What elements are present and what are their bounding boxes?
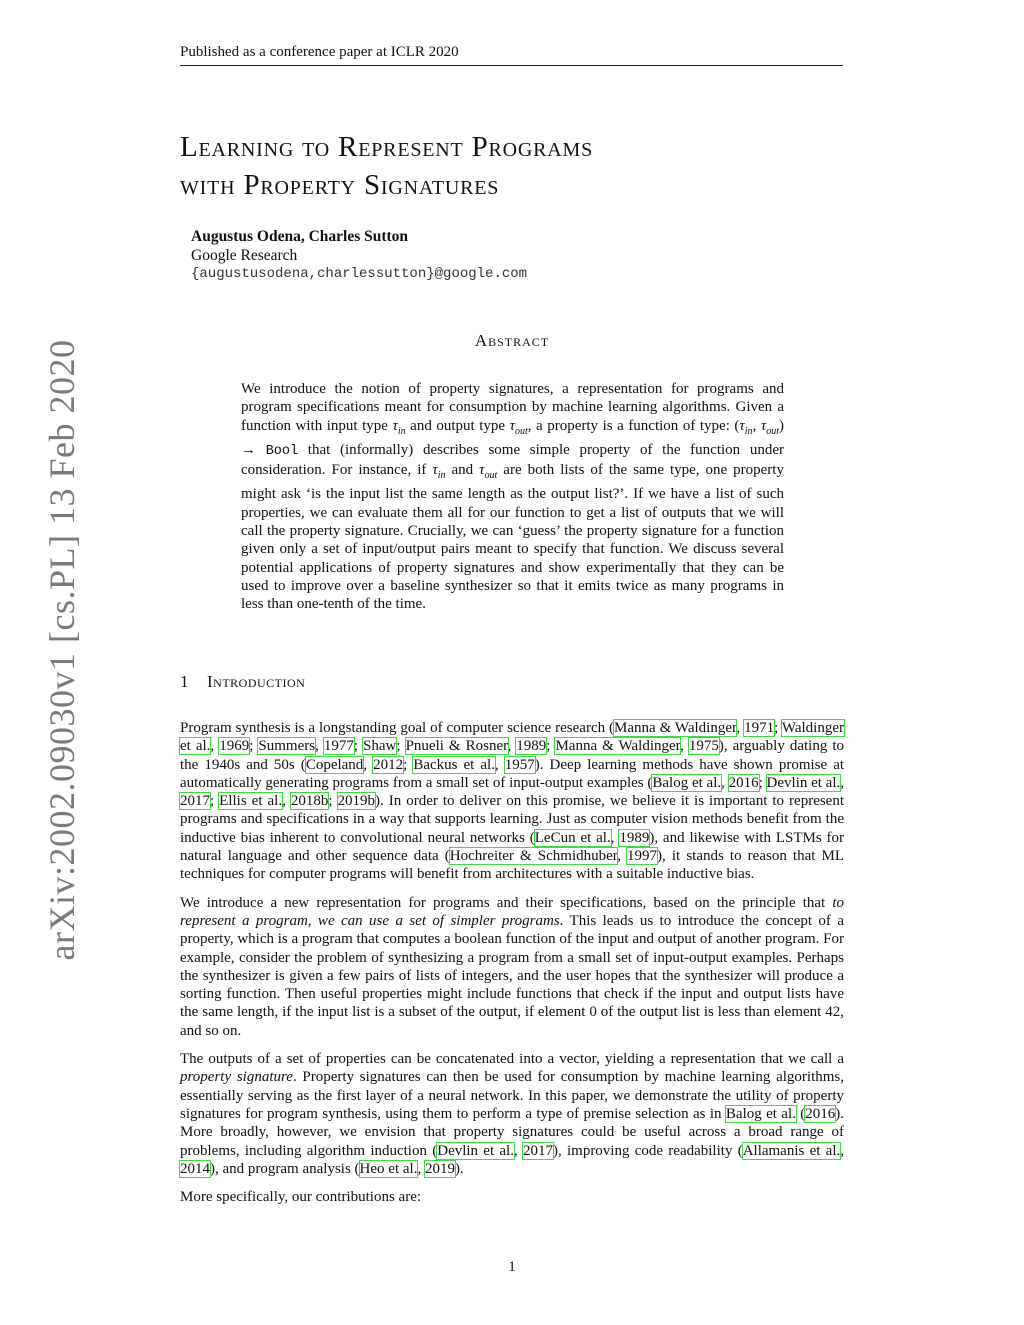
abstract-heading: Abstract xyxy=(474,331,550,350)
citation-link[interactable]: Pnueli & Rosner xyxy=(405,738,508,755)
citation-link[interactable]: Devlin et al. xyxy=(766,774,841,791)
running-header: Published as a conference paper at ICLR 2020 xyxy=(180,44,843,66)
section-number: 1 xyxy=(180,672,189,691)
abstract-text: We introduce the notion of property signatures, a representation for programs and program specifications meant for consumption by machine learning algorithms. Given a function with input type $\tau_{in}$ and output type $\tau_{out}$, a property is a function of type: ($\tau_{in}$, $\tau_{out}$) → Bool that (informally) describes some simple property of the function under consideration. For instance, if $\tau_{in}$ and $\tau_{out}$ are both lists of the same type, one property might ask ‘is the input list the same length as the output list?’. If we have a list of such properties, we can evaluate them all for our function to get a list of outputs that we will call the property signature. Crucially, we can ‘guess’ the property signature for a function given only a set of input/output pairs meant to specify that function. We discuss several potential applications of property signatures and show experimentally that they can be used to improve over a baseline synthesizer so that it emits twice as many programs in less than one-tenth of the time. xyxy=(241,381,785,613)
citation-link[interactable]: Shaw xyxy=(363,738,397,755)
citation-link[interactable]: 1969 xyxy=(219,738,250,755)
citation-link[interactable]: 1977 xyxy=(323,738,354,755)
title-line-2: with Property Signatures xyxy=(180,169,500,201)
citation-link[interactable]: Summers xyxy=(258,738,316,755)
citation-link[interactable]: 2016 xyxy=(805,1105,836,1122)
citation-link[interactable]: Balog et al. xyxy=(652,774,722,791)
section-title: Introduction xyxy=(207,672,306,691)
citation-link[interactable]: Ellis et al. xyxy=(219,793,283,810)
title-line-1: Learning to Represent Programs xyxy=(180,131,594,163)
paragraph-4: More specifically, our contributions are: xyxy=(180,1189,422,1206)
citation-link[interactable]: Heo et al. xyxy=(359,1160,418,1177)
author-affiliation: Google Research xyxy=(191,247,298,264)
citation-link[interactable]: 2019b xyxy=(337,793,375,810)
citation-link[interactable]: Manna & Waldinger xyxy=(614,720,737,736)
citation-link[interactable]: Allamanis et al. xyxy=(742,1142,841,1159)
author-email[interactable]: {augustusodena,charlessutton}@google.com xyxy=(191,266,528,282)
section-heading-introduction xyxy=(180,672,305,692)
citation-link[interactable]: 2018b xyxy=(290,793,329,810)
citation-link[interactable]: Backus et al. xyxy=(413,756,495,773)
citation-link[interactable]: Hochreiter & Schmidhuber xyxy=(449,848,618,865)
paragraph-2: We introduce a new representation for programs and their specifications, based on the principle that to represent a program, we can use a set of simpler programs. This leads us to introduce the concept of a property, which is a program that computes a boolean function of the input and output of another program. For example, consider the problem of synthesizing a program from a small set of input-output examples. Perhaps the synthesizer is given a few pairs of lists of integers, and the user hopes that the synthesizer will produce a sorting function. Then useful properties might include functions that check if the input and output lists have the same length, if the input list is a subset of the output, if element 0 of the output list is less than element 42, and so on. xyxy=(180,894,844,1039)
body-text xyxy=(180,719,844,1216)
paragraph-3: The outputs of a set of properties can be concatenated into a vector, yielding a representation that we call a property signature. Property signatures can then be used for consumption by machine learning algorithms, essentially serving as the first layer of a neural network. In this paper, we demonstrate the utility of property signatures for program synthesis, using them to perform a type of premise selection as in Balog et al. (2016). More broadly, however, we envision that property signatures could be useful across a broad range of problems, including algorithm induction (Devlin et al., 2017), improving code readability (Allamanis et al., 2014), and program analysis (Heo et al., 2019). xyxy=(180,1051,845,1177)
citation-link[interactable]: Balog et al. xyxy=(725,1105,796,1122)
citation-link[interactable]: 1989 xyxy=(619,829,650,846)
citation-link[interactable]: 1975 xyxy=(688,738,719,755)
citation-link[interactable]: 1957 xyxy=(504,756,535,773)
citation-link[interactable]: Copeland xyxy=(305,756,364,773)
citation-link[interactable]: Waldinger et al. xyxy=(180,720,844,755)
citation-link[interactable]: 2017 xyxy=(180,793,210,810)
paragraph-1: Program synthesis is a longstanding goal of computer science research (Manna & Waldinger, 1971; Waldinger et al., 1969; Summers, 1977; Shaw; Pnueli & Rosner, 1989; Manna & Waldinger, 1975), arguably dating to the 1940s and 50s (Copeland, 2012; Backus et al., 1957). Deep learning methods have shown promise at automatically generating programs from a small set of input-output examples (Balog et al., 2016; Devlin et al., 2017; Ellis et al., 2018b; 2019b). In order to deliver on this promise, we believe it is important to represent programs and specifications in a way that supports learning. Just as computer vision methods benefit from the inductive bias inherent to convolutional neural networks (LeCun et al., 1989), and likewise with LSTMs for natural language and other sequence data (Hochreiter & Schmidhuber, 1997), it stands to reason that ML techniques for computer programs will benefit from architectures with a suitable inductive bias. xyxy=(180,720,845,883)
paper-title xyxy=(180,128,593,204)
citation-link[interactable]: 2016 xyxy=(728,774,759,791)
citation-link[interactable]: 2019 xyxy=(424,1160,455,1177)
citation-link[interactable]: 2014 xyxy=(180,1160,210,1177)
citation-link[interactable]: 1997 xyxy=(627,848,658,865)
author-block xyxy=(191,227,527,284)
arxiv-stamp: arXiv:2002.09030v1 [cs.PL] 13 Feb 2020 xyxy=(42,339,82,961)
citation-link[interactable]: 1989 xyxy=(516,738,547,755)
citation-link[interactable]: 2012 xyxy=(373,756,404,773)
citation-link[interactable]: 2017 xyxy=(522,1142,553,1159)
author-names: Augustus Odena, Charles Sutton xyxy=(191,228,409,245)
page-number: 1 xyxy=(508,1259,516,1275)
citation-link[interactable]: Manna & Waldinger xyxy=(555,738,681,755)
citation-link[interactable]: LeCun et al. xyxy=(534,829,611,846)
citation-link[interactable]: Devlin et al. xyxy=(437,1142,514,1159)
citation-link[interactable]: 1971 xyxy=(744,720,775,736)
